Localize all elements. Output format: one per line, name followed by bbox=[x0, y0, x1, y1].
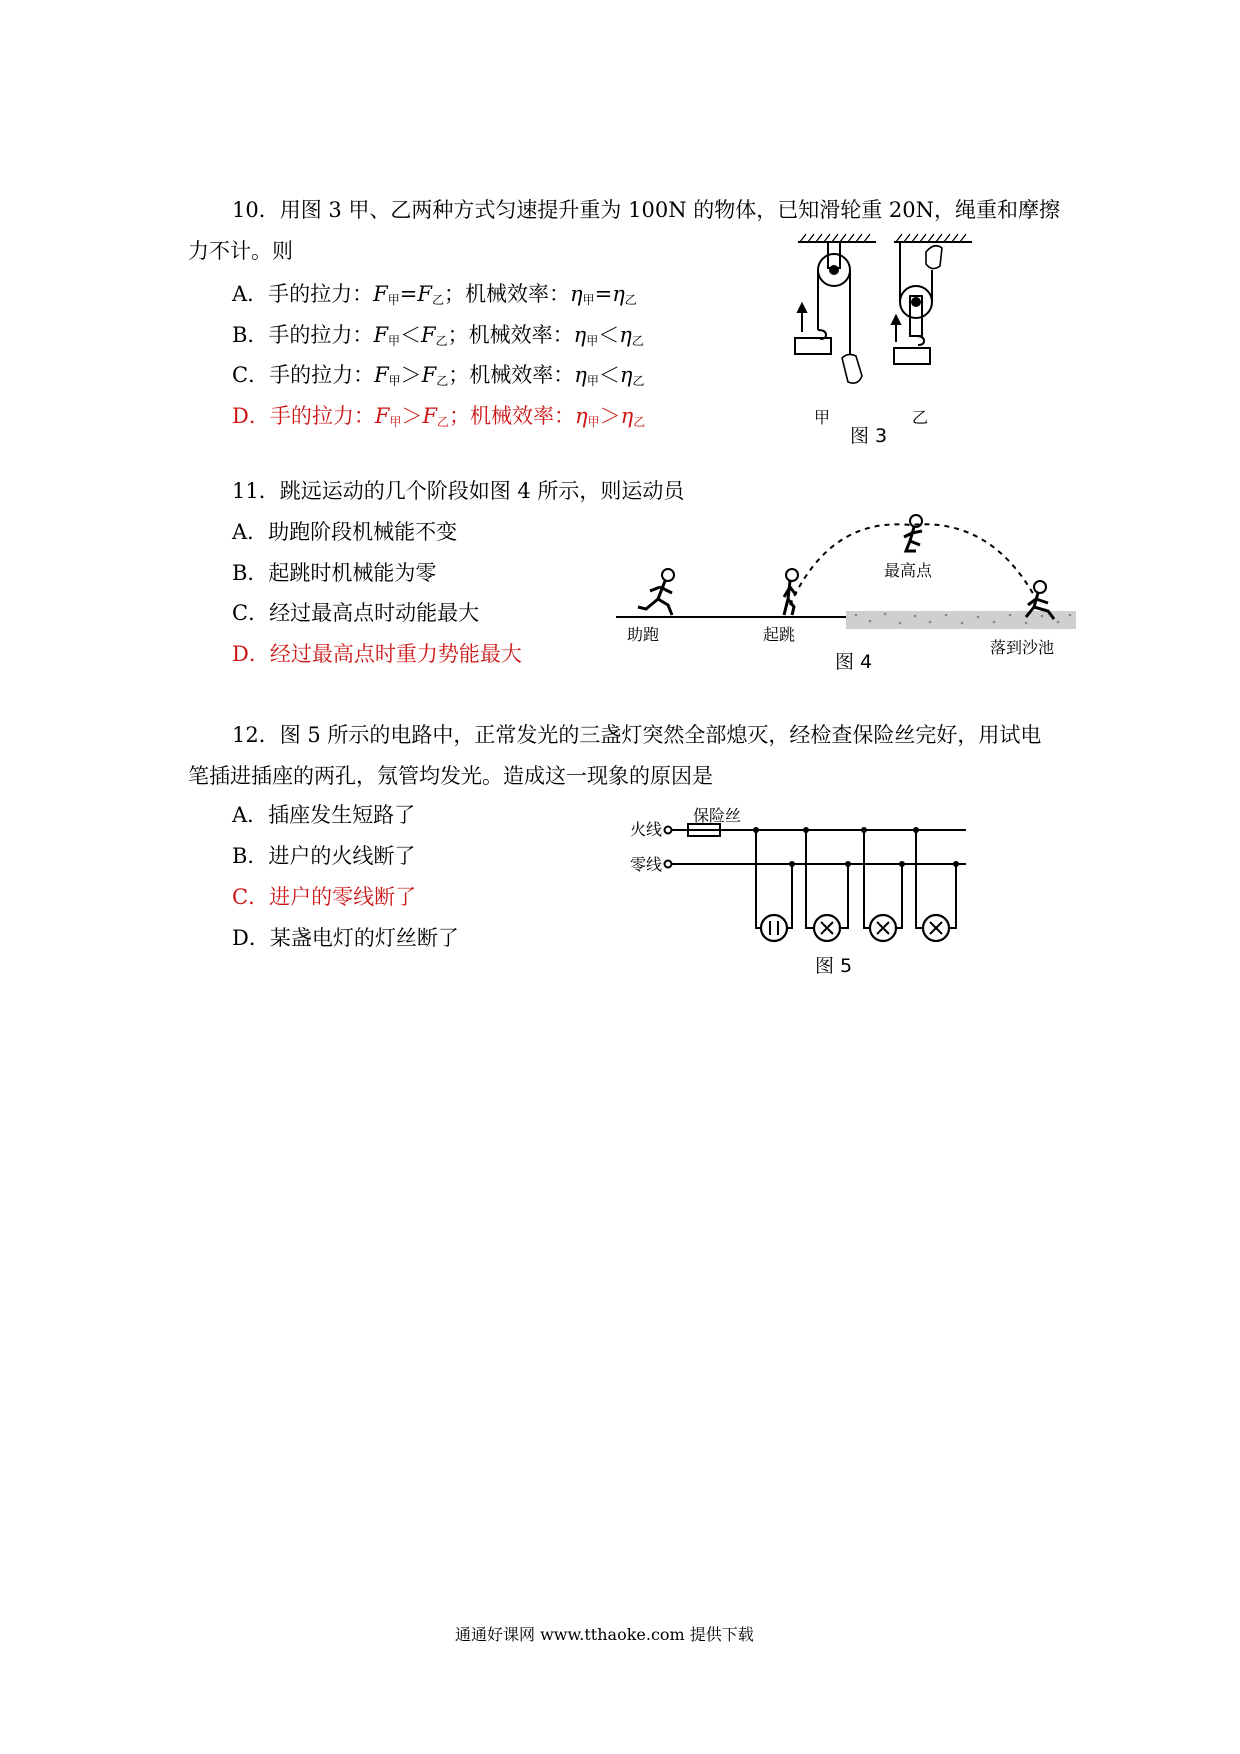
q11-stem: 11．跳远运动的几个阶段如图 4 所示，则运动员 bbox=[232, 479, 685, 503]
fig3-caption: 图 3 bbox=[850, 425, 888, 447]
relation-sign: ＞ bbox=[401, 404, 423, 428]
subscript-yi: 乙 bbox=[631, 334, 644, 348]
fig3-label-yi: 乙 bbox=[912, 408, 929, 427]
subscript-yi: 乙 bbox=[431, 293, 444, 307]
lamp-icon bbox=[814, 915, 840, 941]
eta-symbol: η bbox=[573, 323, 587, 347]
q11-option-a: A．助跑阶段机械能不变 bbox=[232, 520, 458, 544]
subscript-jia: 甲 bbox=[389, 415, 402, 429]
subscript-yi: 乙 bbox=[437, 415, 450, 429]
relation-sign: ＞ bbox=[400, 363, 422, 387]
relation-sign: ＜ bbox=[598, 363, 620, 387]
q10-stem-line1: 10．用图 3 甲、乙两种方式匀速提升重为 100N 的物体，已知滑轮重 20N，绳重和摩擦 bbox=[232, 198, 1061, 222]
runner-figure bbox=[638, 569, 674, 615]
subscript-yi: 乙 bbox=[624, 293, 637, 307]
eta-symbol: η bbox=[569, 282, 583, 306]
lamp-icon bbox=[870, 915, 896, 941]
efficiency-label: ；机械效率： bbox=[448, 363, 575, 387]
relation-sign: ＜ bbox=[400, 323, 422, 347]
q12-option-b: B．进户的火线断了 bbox=[232, 844, 416, 868]
figure-3-pulleys bbox=[790, 230, 990, 430]
efficiency-label: ；机械效率： bbox=[447, 323, 574, 347]
force-symbol: F bbox=[373, 282, 388, 306]
subscript-jia: 甲 bbox=[388, 374, 401, 388]
force-symbol: F bbox=[422, 404, 438, 428]
fig3-label-jia: 甲 bbox=[814, 408, 831, 427]
q12-stem-line2: 笔插进插座的两孔，氖管均发光。造成这一现象的原因是 bbox=[188, 764, 713, 788]
hand-icon bbox=[926, 246, 942, 269]
subscript-jia: 甲 bbox=[388, 334, 401, 348]
force-symbol: F bbox=[374, 404, 390, 428]
fig4-label-top: 最高点 bbox=[884, 561, 933, 580]
q11-option-c: C．经过最高点时动能最大 bbox=[232, 601, 480, 625]
fig5-label-live: 火线 bbox=[630, 820, 663, 839]
eta-symbol: η bbox=[612, 282, 625, 306]
option-label: B．手的拉力： bbox=[232, 323, 374, 347]
subscript-jia: 甲 bbox=[586, 374, 599, 388]
efficiency-label: ；机械效率： bbox=[443, 282, 570, 306]
hand-icon bbox=[842, 354, 862, 383]
relation-sign: = bbox=[594, 282, 613, 306]
q10-option-d bbox=[232, 403, 645, 435]
subscript-jia: 甲 bbox=[587, 415, 600, 429]
subscript-yi: 乙 bbox=[436, 374, 449, 388]
subscript-jia: 甲 bbox=[387, 293, 400, 307]
top-figure bbox=[904, 515, 922, 551]
fig4-label-run: 助跑 bbox=[627, 625, 660, 644]
q12-option-c: C．进户的零线断了 bbox=[232, 885, 417, 909]
force-symbol: F bbox=[421, 323, 436, 347]
option-label: C．手的拉力： bbox=[232, 363, 375, 387]
q12-stem-line1: 12．图 5 所示的电路中，正常发光的三盏灯突然全部熄灭，经检查保险丝完好，用试电 bbox=[232, 723, 1042, 747]
eta-symbol: η bbox=[619, 323, 632, 347]
fig4-label-jump: 起跳 bbox=[763, 625, 796, 644]
option-label: A．手的拉力： bbox=[232, 282, 374, 306]
q10-option-c bbox=[232, 362, 644, 394]
eta-symbol: η bbox=[574, 363, 587, 387]
fig5-caption: 图 5 bbox=[815, 955, 853, 977]
q10-stem-line2: 力不计。则 bbox=[188, 239, 293, 263]
eta-symbol: η bbox=[619, 363, 633, 387]
lamp-icon bbox=[923, 915, 949, 941]
subscript-jia: 甲 bbox=[586, 334, 599, 348]
fig5-label-fuse: 保险丝 bbox=[693, 806, 742, 825]
force-symbol: F bbox=[373, 323, 389, 347]
force-symbol: F bbox=[417, 282, 432, 306]
subscript-jia: 甲 bbox=[582, 293, 595, 307]
efficiency-label: ；机械效率： bbox=[449, 404, 576, 428]
q10-option-a bbox=[232, 281, 637, 313]
fig4-caption: 图 4 bbox=[835, 651, 873, 673]
figure-4-long-jump bbox=[610, 505, 1080, 635]
figure-5-circuit bbox=[660, 810, 980, 950]
option-label: D．手的拉力： bbox=[232, 404, 375, 428]
force-symbol: F bbox=[421, 363, 437, 387]
subscript-yi: 乙 bbox=[632, 374, 645, 388]
q12-option-a: A．插座发生短路了 bbox=[232, 803, 416, 827]
eta-symbol: η bbox=[620, 404, 634, 428]
q11-option-d: D．经过最高点时重力势能最大 bbox=[232, 642, 522, 666]
subscript-yi: 乙 bbox=[435, 334, 448, 348]
fig4-label-land: 落到沙池 bbox=[990, 638, 1055, 657]
relation-sign: ＜ bbox=[598, 323, 620, 347]
eta-symbol: η bbox=[575, 404, 588, 428]
q12-option-d: D．某盏电灯的灯丝断了 bbox=[232, 926, 459, 950]
q11-option-b: B．起跳时机械能为零 bbox=[232, 561, 437, 585]
subscript-yi: 乙 bbox=[633, 415, 646, 429]
q10-option-b bbox=[232, 322, 644, 354]
relation-sign: ＞ bbox=[599, 404, 621, 428]
relation-sign: = bbox=[399, 282, 418, 306]
footer-source: 通通好课网 www.tthaoke.com 提供下载 bbox=[455, 1625, 754, 1644]
socket-icon bbox=[761, 915, 787, 941]
fig5-label-neutral: 零线 bbox=[630, 855, 663, 874]
force-symbol: F bbox=[374, 363, 389, 387]
